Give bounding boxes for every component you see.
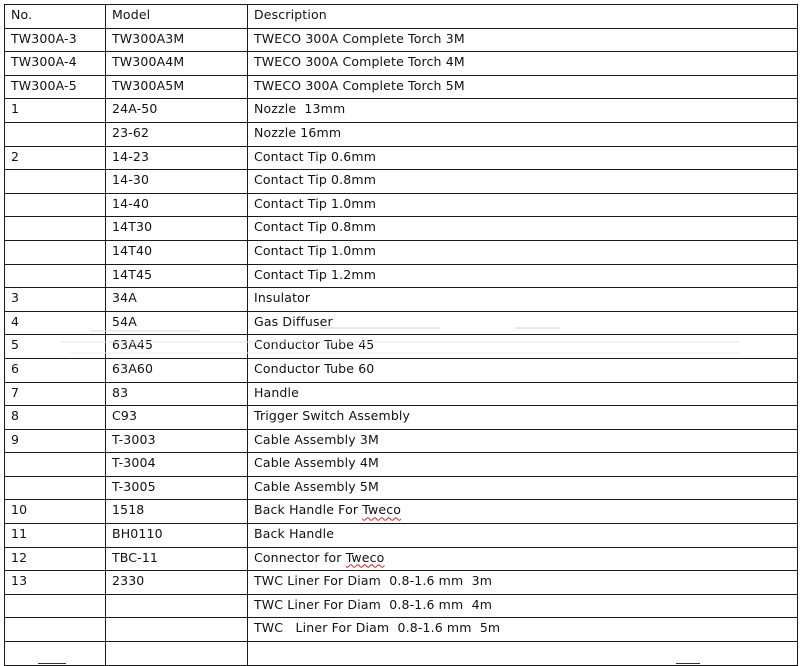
cell-no [5,217,106,241]
cell-no [5,170,106,194]
cell-model [106,594,248,618]
footer-mark-right [676,663,700,664]
cell-no: 9 [5,429,106,453]
cell-no: 11 [5,524,106,548]
cell-no [5,618,106,642]
table-row [5,594,798,618]
cell-description: Cable Assembly 4M [248,453,798,477]
cell-description: Cable Assembly 3M [248,429,798,453]
cell-model: TW300A3M [106,28,248,52]
cell-description: TWC Liner For Diam 0.8-1.6 mm 5m [248,618,798,642]
cell-description [248,547,798,571]
cell-no [5,240,106,264]
table-row [5,193,798,217]
cell-description [248,642,798,666]
cell-model: 14T30 [106,217,248,241]
cell-description: Contact Tip 0.6mm [248,146,798,170]
table-row [5,311,798,335]
table-row [5,264,798,288]
cell-description: TWECO 300A Complete Torch 4M [248,52,798,76]
cell-model: TBC-11 [106,547,248,571]
table-row [5,618,798,642]
parts-table [4,4,798,666]
table-row [5,406,798,430]
cell-model [106,618,248,642]
cell-model: 14-40 [106,193,248,217]
table-row [5,122,798,146]
cell-description: TWC Liner For Diam 0.8-1.6 mm 4m [248,594,798,618]
cell-description: TWECO 300A Complete Torch 5M [248,75,798,99]
cell-description: Contact Tip 1.0mm [248,193,798,217]
cell-no: 4 [5,311,106,335]
header-no: No. [5,5,106,29]
cell-model: 14T40 [106,240,248,264]
table-row [5,429,798,453]
cell-no: 2 [5,146,106,170]
cell-description: Trigger Switch Assembly [248,406,798,430]
header-description: Description [248,5,798,29]
cell-description [248,500,798,524]
cell-description: Back Handle [248,524,798,548]
cell-model: 83 [106,382,248,406]
cell-no: TW300A-3 [5,28,106,52]
cell-model: T-3003 [106,429,248,453]
header-model: Model [106,5,248,29]
cell-no: 3 [5,288,106,312]
table-row [5,240,798,264]
cell-description: Contact Tip 0.8mm [248,217,798,241]
table-row [5,335,798,359]
table-row [5,476,798,500]
description-text: Connector for [254,549,346,565]
table-row [5,146,798,170]
spellcheck-word: Tweco [345,549,385,565]
cell-no [5,642,106,666]
spellcheck-word: Tweco [362,502,402,518]
cell-no: 6 [5,358,106,382]
cell-model: 14-23 [106,146,248,170]
cell-description: TWECO 300A Complete Torch 3M [248,28,798,52]
table-row [5,170,798,194]
cell-no [5,264,106,288]
cell-no [5,122,106,146]
cell-description: Conductor Tube 60 [248,358,798,382]
cell-model: 63A45 [106,335,248,359]
table-row [5,217,798,241]
cell-description: Handle [248,382,798,406]
cell-no [5,193,106,217]
cell-no: 10 [5,500,106,524]
cell-model: 23-62 [106,122,248,146]
table-row [5,571,798,595]
cell-description: TWC Liner For Diam 0.8-1.6 mm 3m [248,571,798,595]
cell-model: 63A60 [106,358,248,382]
cell-model: 1518 [106,500,248,524]
footer-mark-left [38,663,66,664]
cell-model: C93 [106,406,248,430]
table-row [5,52,798,76]
cell-description: Nozzle 13mm [248,99,798,123]
cell-description: Conductor Tube 45 [248,335,798,359]
table-header-row [5,5,798,29]
cell-no [5,476,106,500]
table-row [5,547,798,571]
table-row [5,28,798,52]
table-row [5,75,798,99]
table-row [5,500,798,524]
description-text: Back Handle For [254,502,363,518]
cell-model: 24A-50 [106,99,248,123]
cell-model: T-3004 [106,453,248,477]
cell-description: Contact Tip 1.0mm [248,240,798,264]
cell-no [5,453,106,477]
cell-no: 5 [5,335,106,359]
cell-model: 14T45 [106,264,248,288]
table-row [5,382,798,406]
table-row [5,358,798,382]
cell-description: Nozzle 16mm [248,122,798,146]
cell-no: 8 [5,406,106,430]
cell-model: TW300A5M [106,75,248,99]
table-row [5,99,798,123]
cell-model: 14-30 [106,170,248,194]
cell-model: BH0110 [106,524,248,548]
table-row [5,524,798,548]
cell-model [106,642,248,666]
cell-model: 34A [106,288,248,312]
cell-description: Contact Tip 1.2mm [248,264,798,288]
cell-no: 13 [5,571,106,595]
cell-description: Gas Diffuser [248,311,798,335]
cell-model: TW300A4M [106,52,248,76]
cell-no [5,594,106,618]
parts-table-body [5,5,798,666]
cell-no: 1 [5,99,106,123]
cell-no: TW300A-4 [5,52,106,76]
cell-no: TW300A-5 [5,75,106,99]
cell-description: Insulator [248,288,798,312]
cell-description: Cable Assembly 5M [248,476,798,500]
cell-no: 12 [5,547,106,571]
table-row [5,642,798,666]
cell-no: 7 [5,382,106,406]
cell-model: 54A [106,311,248,335]
table-row [5,288,798,312]
table-row [5,453,798,477]
cell-model: T-3005 [106,476,248,500]
cell-description: Contact Tip 0.8mm [248,170,798,194]
cell-model: 2330 [106,571,248,595]
